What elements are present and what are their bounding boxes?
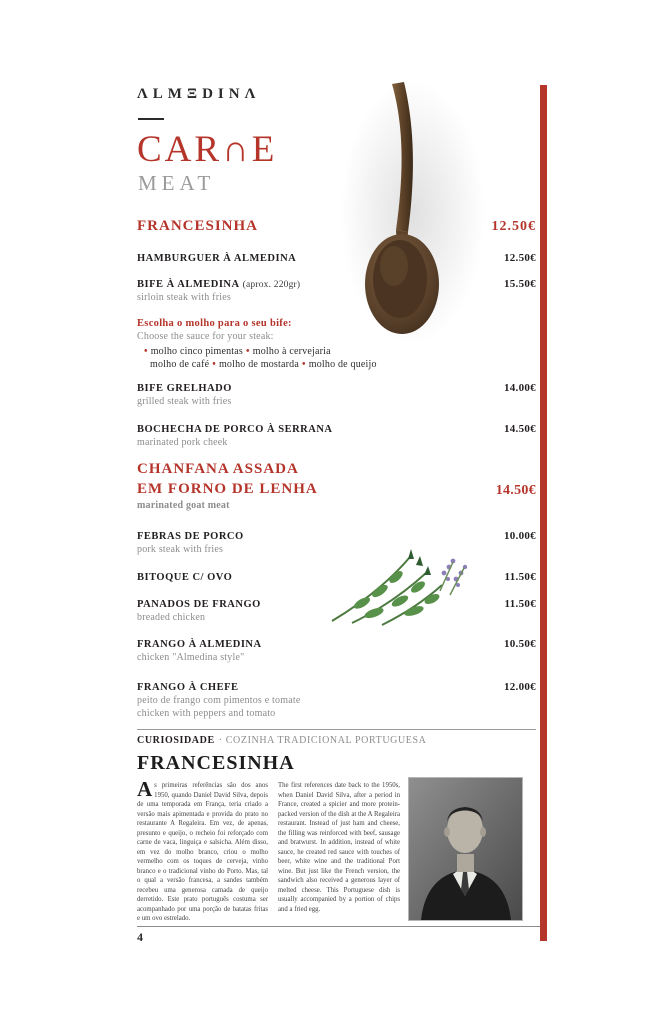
menu-item-price: 14.50€	[495, 483, 536, 498]
bullet-icon: •	[302, 359, 306, 370]
menu-item-row	[137, 638, 536, 650]
menu-item-name: FRANCESINHA	[137, 218, 259, 234]
menu-item-name: PANADOS DE FRANGO	[137, 599, 261, 610]
menu-item-price: 11.50€	[504, 571, 536, 583]
menu-item-price: 10.50€	[503, 638, 536, 650]
menu-item-price: 14.00€	[503, 382, 536, 394]
bullet-icon: •	[246, 346, 250, 357]
menu-item-desc-en: chicken with peppers and tomato	[137, 708, 276, 719]
menu-item-name: BIFE À ALMEDINA (aprox. 220gr)	[137, 279, 301, 290]
accent-bar	[540, 85, 547, 941]
section-title-pt: CAR∩E	[137, 129, 278, 170]
menu-item-desc: chicken "Almedina style"	[137, 652, 245, 663]
menu-item-price: 12.50€	[503, 252, 536, 264]
menu-item-desc: pork steak with fries	[137, 544, 224, 555]
menu-item-name: BOCHECHA DE PORCO À SERRANA	[137, 424, 333, 435]
menu-item-row	[137, 571, 536, 583]
menu-item-row	[137, 278, 536, 290]
menu-item-note: (aprox. 220gr)	[242, 280, 301, 290]
menu-item-name: FRANGO À CHEFE	[137, 682, 239, 693]
curiosity-title: FRANCESINHA	[137, 752, 295, 774]
menu-item-name: BITOQUE C/ OVO	[137, 572, 233, 583]
footer-rule	[137, 926, 540, 927]
menu-item-row	[137, 681, 536, 693]
menu-content	[137, 0, 536, 1024]
bullet-icon: •	[212, 359, 216, 370]
menu-item-desc: grilled steak with fries	[137, 396, 232, 407]
menu-item-price: 11.50€	[504, 598, 536, 610]
brand-logo: ΛLMΞDINΛ	[137, 86, 261, 102]
menu-item-row	[137, 460, 536, 499]
menu-item-price: 15.50€	[503, 278, 536, 290]
menu-item-price: 12.50€	[491, 219, 536, 234]
menu-item-row	[137, 423, 536, 435]
menu-item-name: FRANGO À ALMEDINA	[137, 639, 262, 650]
menu-item-name: FEBRAS DE PORCO	[137, 531, 244, 542]
menu-item-row	[137, 598, 536, 610]
menu-item-row	[137, 252, 536, 264]
menu-item-desc-pt: peito de frango com pimentos e tomate	[137, 695, 301, 706]
curiosity-body-en: The first references date back to the 1950s, when Daniel David Silva, after a period in France, created a spicier and more protein-packed version of the dish at the A Regaleira restaurant. Instead of just ham and cheese, the filling was reinforced with beef, sausage and bratwurst. In addition, instead of white sauce, he created red sauce with touches of beer, white wine and the traditional Port wine. But just like the French version, the sandwich also received a generous layer of melted cheese. This Portuguese dish is usually accompanied by a portion of chips and a fried egg.	[278, 782, 400, 913]
menu-item-name: HAMBURGUER À ALMEDINA	[137, 253, 297, 264]
section-title-en: MEAT	[138, 171, 216, 195]
menu-item-desc: breaded chicken	[137, 612, 206, 623]
menu-item-name: CHANFANA ASSADA EM FORNO DE LENHA	[137, 461, 318, 497]
menu-item-row	[137, 530, 536, 542]
menu-item-price: 12.00€	[503, 681, 536, 693]
curiosity-kicker: CURIOSIDADE · COZINHA TRADICIONAL PORTUGUESA	[137, 735, 427, 746]
menu-item-price: 14.50€	[503, 423, 536, 435]
menu-item-row	[137, 218, 536, 235]
menu-item-desc: marinated goat meat	[137, 500, 230, 511]
bullet-icon: •	[144, 346, 148, 357]
page-number: 4	[137, 930, 143, 944]
dropcap: A	[137, 777, 153, 801]
menu-item-price: 10.00€	[503, 530, 536, 542]
sauce-title-pt: Escolha o molho para o seu bife:	[137, 318, 292, 329]
sauce-options-line2: molho de café • molho de mostarda • molho de queijo	[150, 359, 377, 370]
logo-rule	[138, 118, 164, 120]
menu-item-row	[137, 382, 536, 394]
sauce-title-en: Choose the sauce for your steak:	[137, 331, 274, 342]
portrait-photo	[408, 777, 523, 921]
menu-item-name: BIFE GRELHADO	[137, 383, 232, 394]
menu-item-desc: marinated pork cheek	[137, 437, 228, 448]
curiosity-divider	[137, 729, 536, 730]
curiosity-body-pt: As primeiras referências são dos anos 1950, quando Daniel David Silva, depois de uma temporada em França, teria criado a versão mais apimentada e provida do prato no restaurante A Regaleira. Em vez, de apenas, presunto e queijo, o recheio foi reforçado com carne de vaca, linguiça e salsicha. Além disso, em vez do molho branco, criou o molho vermelho com os toques de cerveja, vinho branco e o tradicional vinho do Porto. Mas, tal o qual a versão francesa, a sandes também recebeu uma generosa camada de queijo derretido. Este prato português costuma ser acompanhado por uma porção de batatas fritas e um ovo estrelado.	[137, 777, 268, 923]
menu-item-desc: sirloin steak with fries	[137, 292, 231, 303]
sauce-options-line1: • molho cinco pimentas • molho à cervejaria	[144, 346, 331, 357]
